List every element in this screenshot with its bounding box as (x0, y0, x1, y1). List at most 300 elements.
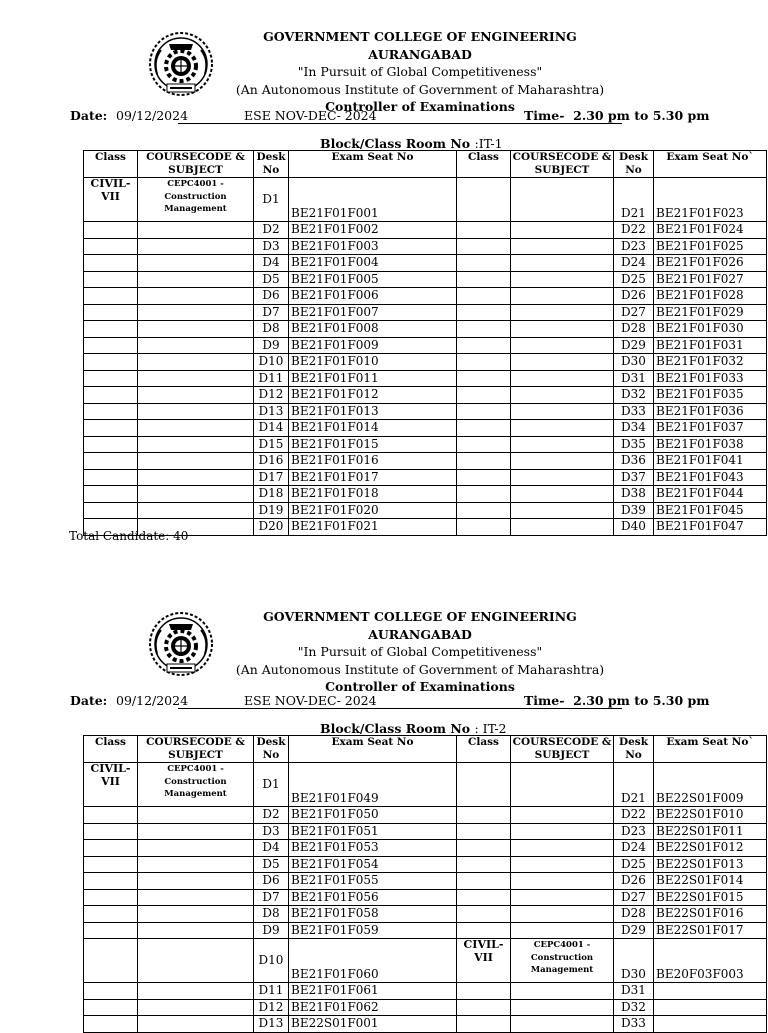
date-value: 09/12/2024 (116, 108, 189, 123)
subject-cell (138, 255, 254, 272)
subject-cell (138, 856, 254, 873)
desk-cell: D40 (614, 519, 654, 536)
seat-cell: BE21F01F012 (289, 387, 457, 404)
class-cell (84, 939, 138, 983)
class-cell (457, 840, 511, 857)
seat-cell: BE21F01F051 (289, 823, 457, 840)
class-cell (84, 271, 138, 288)
seat-cell: BE21F01F037 (654, 420, 767, 437)
desk-cell: D26 (614, 288, 654, 305)
desk-cell: D22 (614, 807, 654, 824)
subject-cell (138, 807, 254, 824)
class-cell (457, 823, 511, 840)
desk-cell: D32 (614, 387, 654, 404)
table-row (84, 906, 767, 923)
subject-cell (138, 354, 254, 371)
desk-cell: D13 (254, 403, 289, 420)
subject-cell (138, 469, 254, 486)
class-cell (457, 999, 511, 1016)
college-name: GOVERNMENT COLLEGE OF ENGINEERING AURANGABAD (263, 29, 577, 62)
subject-cell (511, 873, 614, 890)
subject-cell (511, 763, 614, 807)
desk-cell: D10 (254, 354, 289, 371)
table-row (84, 436, 767, 453)
table-row (84, 420, 767, 437)
total-candidates: Total Candidate: 40 (69, 529, 189, 543)
class-cell (457, 271, 511, 288)
class-cell (457, 255, 511, 272)
desk-cell: D28 (614, 321, 654, 338)
subject-cell (511, 354, 614, 371)
class-cell (84, 222, 138, 239)
subject-cell: CEPC4001 - Construction Management (138, 763, 254, 807)
subject-cell (138, 387, 254, 404)
subject-cell (511, 321, 614, 338)
desk-cell: D22 (614, 222, 654, 239)
header-block (220, 28, 620, 116)
subject-cell (138, 403, 254, 420)
table-row (84, 873, 767, 890)
header-coursecode: COURSECODE & SUBJECT (138, 736, 254, 763)
subject-cell (138, 370, 254, 387)
subject-cell (511, 288, 614, 305)
class-cell (457, 403, 511, 420)
table-row (84, 321, 767, 338)
desk-cell: D29 (614, 337, 654, 354)
class-cell (457, 486, 511, 503)
class-cell (84, 304, 138, 321)
header-class: Class (84, 736, 138, 763)
table-row (84, 255, 767, 272)
desk-cell: D2 (254, 807, 289, 824)
desk-cell: D39 (614, 502, 654, 519)
subject-cell (138, 999, 254, 1016)
underline-rule (178, 123, 622, 124)
table-row (84, 304, 767, 321)
class-cell (457, 519, 511, 536)
seat-cell: BE22S01F009 (654, 763, 767, 807)
desk-cell: D34 (614, 420, 654, 437)
subject-cell (511, 222, 614, 239)
institute-line: (An Autonomous Institute of Government of Maharashtra) (235, 81, 605, 97)
class-cell (84, 436, 138, 453)
header-coursecode-2: COURSECODE & SUBJECT (511, 736, 614, 763)
class-cell (84, 469, 138, 486)
table-row (84, 403, 767, 420)
table-row (84, 983, 767, 1000)
seat-cell: BE21F01F050 (289, 807, 457, 824)
desk-cell: D5 (254, 856, 289, 873)
table-row (84, 840, 767, 857)
table-row (84, 271, 767, 288)
table-row (84, 354, 767, 371)
table-header-row (84, 736, 767, 763)
college-logo (147, 30, 215, 98)
class-cell (457, 763, 511, 807)
header-block (220, 608, 620, 696)
seat-cell: BE21F01F038 (654, 436, 767, 453)
class-cell (457, 856, 511, 873)
class-cell (457, 238, 511, 255)
seat-cell: BE22S01F001 (289, 1016, 457, 1033)
header-seat-2: Exam Seat No` (654, 736, 767, 763)
subject-cell (511, 889, 614, 906)
class-cell (457, 983, 511, 1000)
desk-cell: D8 (254, 906, 289, 923)
date-field: Date: 09/12/2024 (70, 108, 189, 123)
subject-cell (511, 403, 614, 420)
class-cell (457, 178, 511, 222)
desk-cell: D11 (254, 983, 289, 1000)
header-class: Class (84, 151, 138, 178)
block-room-title: Block/Class Room No : IT-2 (320, 721, 507, 736)
subject-cell (138, 486, 254, 503)
desk-cell: D20 (254, 519, 289, 536)
table-row (84, 823, 767, 840)
desk-cell: D11 (254, 370, 289, 387)
class-cell (84, 370, 138, 387)
class-cell (84, 983, 138, 1000)
desk-cell: D33 (614, 1016, 654, 1033)
subject-cell (511, 983, 614, 1000)
seat-cell (654, 983, 767, 1000)
subject-cell (511, 502, 614, 519)
subject-cell (138, 304, 254, 321)
seat-cell: BE21F01F026 (654, 255, 767, 272)
seat-cell: BE21F01F017 (289, 469, 457, 486)
table-row (84, 889, 767, 906)
seat-cell: BE21F01F032 (654, 354, 767, 371)
seat-cell: BE22S01F013 (654, 856, 767, 873)
seat-cell: BE21F01F003 (289, 238, 457, 255)
subject-cell (511, 387, 614, 404)
seat-cell: BE21F01F027 (654, 271, 767, 288)
class-cell (457, 873, 511, 890)
desk-cell: D15 (254, 436, 289, 453)
desk-cell: D25 (614, 271, 654, 288)
desk-cell: D3 (254, 238, 289, 255)
desk-cell: D4 (254, 255, 289, 272)
seat-cell: BE21F01F056 (289, 889, 457, 906)
class-cell (457, 436, 511, 453)
class-cell (84, 486, 138, 503)
seat-cell: BE21F01F024 (654, 222, 767, 239)
class-cell (457, 469, 511, 486)
header-seat: Exam Seat No (289, 736, 457, 763)
desk-cell: D31 (614, 983, 654, 1000)
seat-cell: BE22S01F010 (654, 807, 767, 824)
time-value: 2.30 pm to 5.30 pm (573, 108, 710, 123)
class-cell (84, 354, 138, 371)
subject-cell (138, 453, 254, 470)
subject-cell (138, 238, 254, 255)
subject-cell (511, 304, 614, 321)
class-cell (457, 304, 511, 321)
class-cell (84, 255, 138, 272)
gear-emblem-icon (147, 30, 215, 98)
header-class-2: Class (457, 151, 511, 178)
class-cell (84, 238, 138, 255)
exam-session: ESE NOV-DEC- 2024 (244, 693, 377, 708)
table-row (84, 288, 767, 305)
class-cell (84, 999, 138, 1016)
desk-cell: D36 (614, 453, 654, 470)
seat-cell: BE21F01F060 (289, 939, 457, 983)
desk-cell: D21 (614, 763, 654, 807)
class-cell (84, 337, 138, 354)
subject-cell (138, 823, 254, 840)
class-cell (457, 321, 511, 338)
class-cell (457, 337, 511, 354)
room-number: : IT-2 (474, 721, 507, 736)
desk-cell: D30 (614, 939, 654, 983)
seat-cell: BE21F01F002 (289, 222, 457, 239)
desk-cell: D7 (254, 889, 289, 906)
subject-cell (511, 807, 614, 824)
table-row (84, 939, 767, 983)
subject-cell: CEPC4001 - Construction Management (511, 939, 614, 983)
header-coursecode-2: COURSECODE & SUBJECT (511, 151, 614, 178)
desk-cell: D37 (614, 469, 654, 486)
subject-cell (138, 271, 254, 288)
subject-cell (138, 906, 254, 923)
desk-cell: D31 (614, 370, 654, 387)
seat-cell: BE21F01F049 (289, 763, 457, 807)
seat-cell: BE21F01F030 (654, 321, 767, 338)
seat-cell: BE21F01F047 (654, 519, 767, 536)
class-cell (84, 823, 138, 840)
desk-cell: D13 (254, 1016, 289, 1033)
desk-cell: D24 (614, 840, 654, 857)
desk-cell: D27 (614, 889, 654, 906)
seat-cell: BE21F01F043 (654, 469, 767, 486)
table-row (84, 469, 767, 486)
time-field: Time- 2.30 pm to 5.30 pm (524, 693, 710, 708)
seat-cell: BE21F01F029 (654, 304, 767, 321)
seating-table (83, 735, 767, 1033)
table-row (84, 238, 767, 255)
desk-cell: D27 (614, 304, 654, 321)
class-cell (84, 807, 138, 824)
desk-cell: D1 (254, 178, 289, 222)
desk-cell: D25 (614, 856, 654, 873)
class-cell (84, 889, 138, 906)
gear-emblem-icon (147, 610, 215, 678)
desk-cell: D10 (254, 939, 289, 983)
subject-cell (511, 436, 614, 453)
table-row (84, 856, 767, 873)
seat-cell: BE21F01F059 (289, 922, 457, 939)
subject-cell (511, 840, 614, 857)
subject-cell (511, 370, 614, 387)
subject-cell (138, 840, 254, 857)
class-cell (457, 453, 511, 470)
subject-cell (511, 420, 614, 437)
table-row (84, 178, 767, 222)
subject-cell (511, 999, 614, 1016)
desk-cell: D9 (254, 337, 289, 354)
subject-cell (138, 502, 254, 519)
subject-cell: CEPC4001 - Construction Management (138, 178, 254, 222)
date-value: 09/12/2024 (116, 693, 189, 708)
desk-cell: D28 (614, 906, 654, 923)
seat-cell: BE21F01F008 (289, 321, 457, 338)
subject-cell (138, 337, 254, 354)
seat-cell: BE21F01F011 (289, 370, 457, 387)
seat-cell: BE21F01F006 (289, 288, 457, 305)
desk-cell: D9 (254, 922, 289, 939)
desk-cell: D17 (254, 469, 289, 486)
class-cell (84, 856, 138, 873)
seating-table (83, 150, 767, 536)
subject-cell (511, 453, 614, 470)
desk-cell: D23 (614, 238, 654, 255)
desk-cell: D8 (254, 321, 289, 338)
underline-rule (178, 708, 622, 709)
seat-cell: BE21F01F028 (654, 288, 767, 305)
seat-cell: BE22S01F015 (654, 889, 767, 906)
seat-cell: BE21F01F025 (654, 238, 767, 255)
desk-cell: D23 (614, 823, 654, 840)
table-row (84, 999, 767, 1016)
seat-cell: BE21F01F010 (289, 354, 457, 371)
subject-cell (138, 939, 254, 983)
college-name: GOVERNMENT COLLEGE OF ENGINEERING AURANGABAD (263, 609, 577, 642)
seat-cell: BE22S01F017 (654, 922, 767, 939)
seat-cell: BE21F01F023 (654, 178, 767, 222)
desk-cell: D33 (614, 403, 654, 420)
class-cell (84, 453, 138, 470)
seat-cell: BE21F01F044 (654, 486, 767, 503)
seat-cell: BE21F01F033 (654, 370, 767, 387)
class-cell (457, 889, 511, 906)
class-cell (457, 354, 511, 371)
class-cell (84, 840, 138, 857)
table-row (84, 502, 767, 519)
class-cell: CIVIL-VII (84, 178, 138, 222)
subject-cell (138, 889, 254, 906)
seat-cell: BE21F01F035 (654, 387, 767, 404)
seat-cell: BE21F01F015 (289, 436, 457, 453)
class-cell (457, 288, 511, 305)
header-seat-2: Exam Seat No` (654, 151, 767, 178)
seat-cell: BE21F01F004 (289, 255, 457, 272)
class-cell (84, 321, 138, 338)
desk-cell: D32 (614, 999, 654, 1016)
header-desk: Desk No (254, 151, 289, 178)
seat-cell: BE21F01F055 (289, 873, 457, 890)
class-cell (84, 288, 138, 305)
subject-cell (511, 238, 614, 255)
table-row (84, 337, 767, 354)
desk-cell: D1 (254, 763, 289, 807)
seat-cell: BE22S01F011 (654, 823, 767, 840)
desk-cell: D21 (614, 178, 654, 222)
seat-cell: BE21F01F014 (289, 420, 457, 437)
desk-cell: D19 (254, 502, 289, 519)
table-row (84, 222, 767, 239)
class-cell (457, 370, 511, 387)
class-cell (457, 922, 511, 939)
desk-cell: D35 (614, 436, 654, 453)
institute-line: (An Autonomous Institute of Government of Maharashtra) (235, 661, 605, 677)
subject-cell (511, 922, 614, 939)
subject-cell (138, 288, 254, 305)
seat-cell: BE21F01F061 (289, 983, 457, 1000)
class-cell (84, 403, 138, 420)
seat-cell: BE21F01F021 (289, 519, 457, 536)
class-cell (457, 387, 511, 404)
table-row (84, 807, 767, 824)
seat-cell: BE21F01F053 (289, 840, 457, 857)
seat-cell: BE22S01F014 (654, 873, 767, 890)
seat-cell: BE21F01F013 (289, 403, 457, 420)
time-field: Time- 2.30 pm to 5.30 pm (524, 108, 710, 123)
class-cell (84, 420, 138, 437)
header-seat: Exam Seat No (289, 151, 457, 178)
desk-cell: D2 (254, 222, 289, 239)
desk-cell: D6 (254, 873, 289, 890)
time-value: 2.30 pm to 5.30 pm (573, 693, 710, 708)
table-row (84, 453, 767, 470)
controller-title: Controller of Examinations (325, 679, 515, 694)
class-cell: CIVIL-VII (84, 763, 138, 807)
desk-cell: D12 (254, 999, 289, 1016)
desk-cell: D4 (254, 840, 289, 857)
desk-cell: D7 (254, 304, 289, 321)
seat-cell: BE21F01F031 (654, 337, 767, 354)
subject-cell (138, 420, 254, 437)
class-cell (457, 420, 511, 437)
subject-cell (138, 922, 254, 939)
subject-cell (511, 823, 614, 840)
class-cell (84, 906, 138, 923)
seat-cell: BE22S01F012 (654, 840, 767, 857)
seat-cell: BE22S01F016 (654, 906, 767, 923)
college-logo (147, 610, 215, 678)
subject-cell (511, 337, 614, 354)
header-class-2: Class (457, 736, 511, 763)
motto: "In Pursuit of Global Competitiveness" (297, 644, 543, 659)
subject-cell (511, 906, 614, 923)
desk-cell: D16 (254, 453, 289, 470)
desk-cell: D14 (254, 420, 289, 437)
block-room-title: Block/Class Room No :IT-1 (320, 136, 503, 151)
seat-cell: BE21F01F045 (654, 502, 767, 519)
desk-cell: D6 (254, 288, 289, 305)
seat-cell: BE21F01F020 (289, 502, 457, 519)
subject-cell (511, 178, 614, 222)
subject-cell (511, 856, 614, 873)
seat-cell: BE21F01F016 (289, 453, 457, 470)
date-field: Date: 09/12/2024 (70, 693, 189, 708)
subject-cell (138, 873, 254, 890)
class-cell (84, 873, 138, 890)
seat-cell: BE21F01F058 (289, 906, 457, 923)
class-cell (84, 922, 138, 939)
exam-session: ESE NOV-DEC- 2024 (244, 108, 377, 123)
table-row (84, 763, 767, 807)
seat-cell (654, 999, 767, 1016)
exam-meta-row (70, 693, 720, 711)
class-cell (457, 807, 511, 824)
motto: "In Pursuit of Global Competitiveness" (297, 64, 543, 79)
seat-cell: BE21F01F041 (654, 453, 767, 470)
table-row (84, 387, 767, 404)
seat-cell: BE21F01F009 (289, 337, 457, 354)
desk-cell: D24 (614, 255, 654, 272)
desk-cell: D30 (614, 354, 654, 371)
